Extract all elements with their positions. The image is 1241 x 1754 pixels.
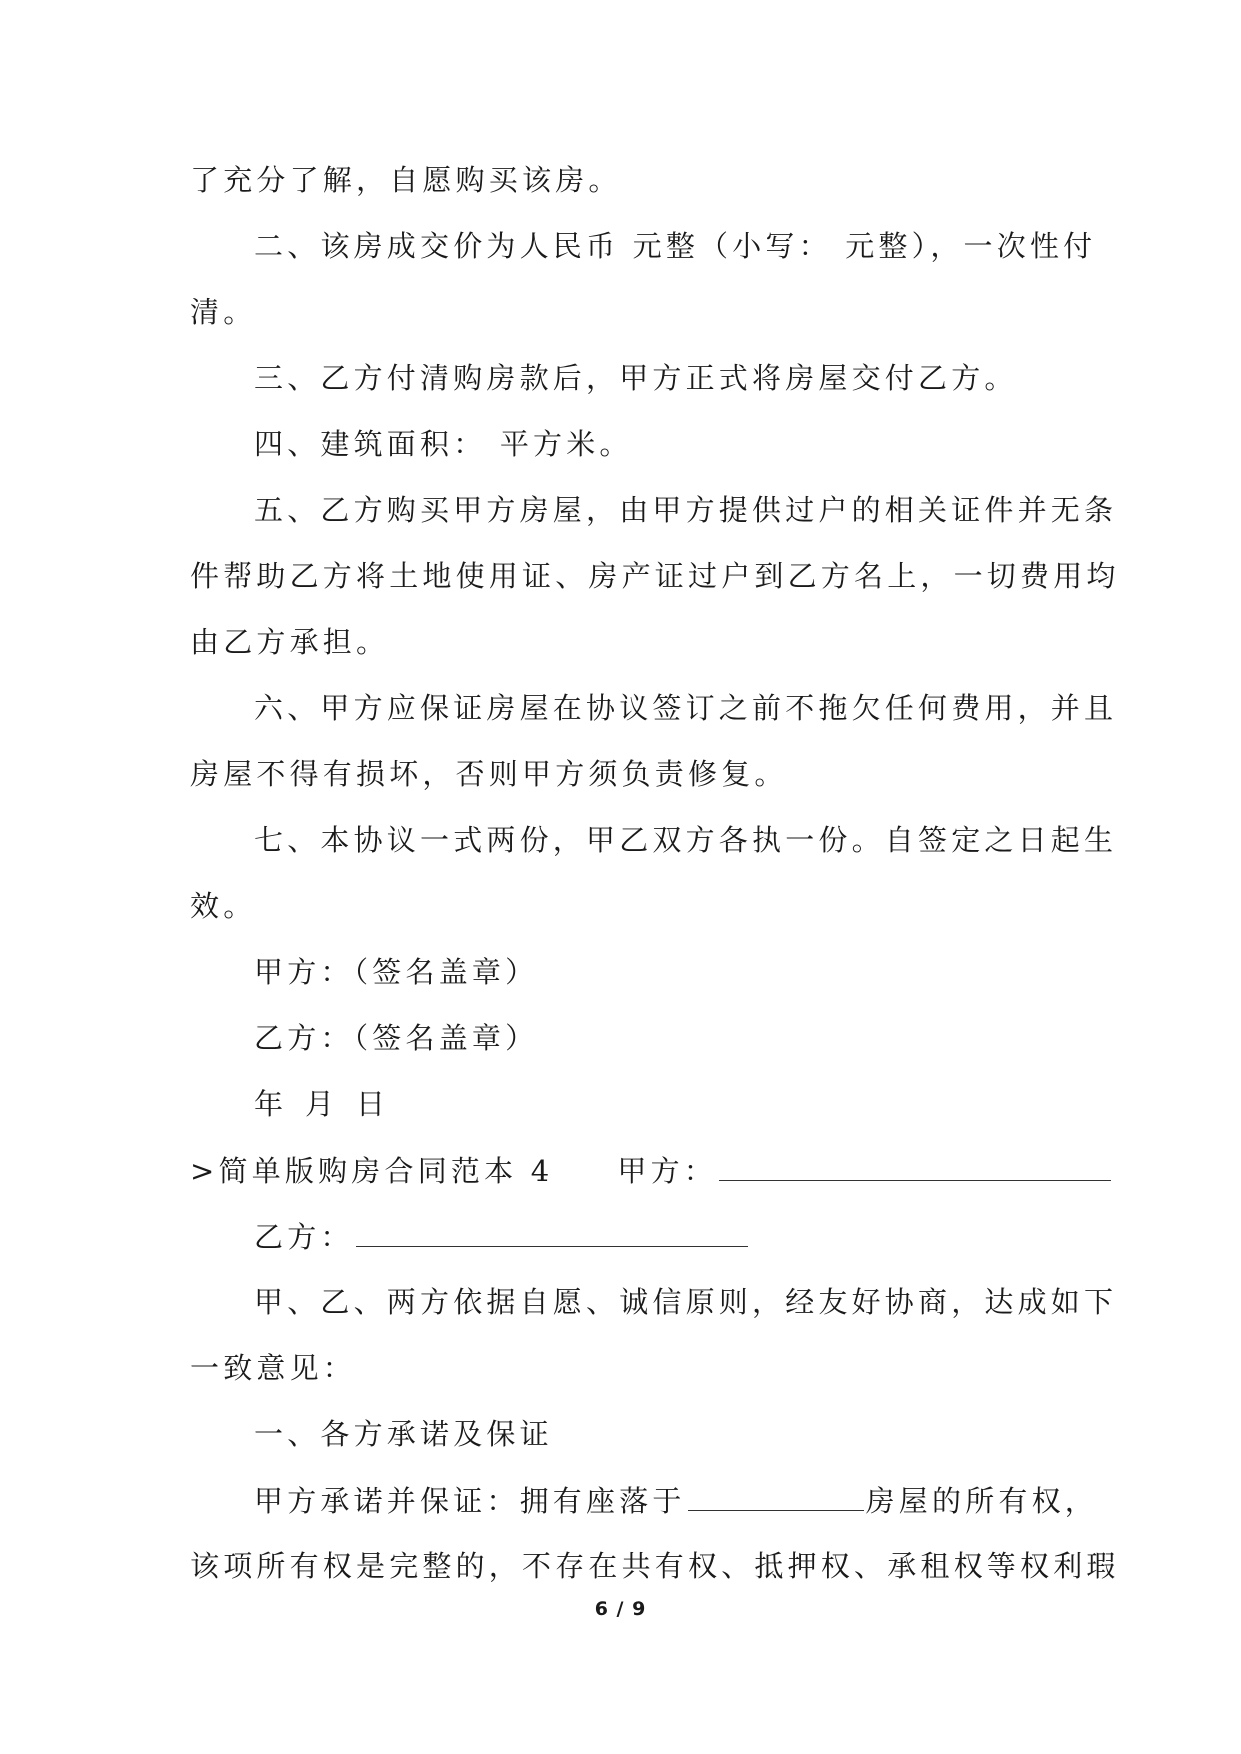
party-a-label: 甲方： bbox=[617, 1154, 717, 1188]
paragraph-line: 一致意见： bbox=[190, 1351, 357, 1385]
location-blank bbox=[688, 1480, 864, 1511]
paragraph-line: 六、甲方应保证房屋在协议签订之前不拖欠任何费用，并且 bbox=[254, 691, 1118, 725]
party-b-blank bbox=[356, 1216, 748, 1247]
paragraph-line: 五、乙方购买甲方房屋，由甲方提供过户的相关证件并无条 bbox=[254, 493, 1118, 527]
clause-text-before: 甲方承诺并保证：拥有座落于 bbox=[254, 1484, 686, 1518]
paragraph-line: 七、本协议一式两份，甲乙双方各执一份。自签定之日起生 bbox=[254, 823, 1118, 857]
paragraph-line: 由乙方承担。 bbox=[190, 625, 390, 659]
paragraph-line: 甲、乙、两方依据自愿、诚信原则，经友好协商，达成如下 bbox=[254, 1285, 1118, 1319]
date-line: 年 月 日 bbox=[254, 1087, 392, 1121]
paragraph-line: 二、该房成交价为人民币 元整（小写： 元整），一次性付 bbox=[254, 229, 1097, 263]
party-a-blank bbox=[719, 1150, 1111, 1181]
paragraph-line: 四、建筑面积： 平方米。 bbox=[254, 427, 633, 461]
signature-line-party-a: 甲方：（签名盖章） bbox=[254, 955, 539, 989]
clause-line bbox=[254, 1480, 1098, 1521]
paragraph-line: 效。 bbox=[190, 889, 257, 923]
paragraph-line: 了充分了解，自愿购买该房。 bbox=[190, 163, 622, 197]
paragraph-line: 该项所有权是完整的，不存在共有权、抵押权、承租权等权利瑕 bbox=[190, 1549, 1120, 1583]
paragraph-line: 三、乙方付清购房款后，甲方正式将房屋交付乙方。 bbox=[254, 361, 1018, 395]
clause-text-after: 房屋的所有权， bbox=[865, 1484, 1099, 1518]
clause-heading: 一、各方承诺及保证 bbox=[254, 1417, 553, 1451]
party-b-label: 乙方： bbox=[254, 1220, 354, 1254]
paragraph-line: 房屋不得有损坏，否则甲方须负责修复。 bbox=[190, 757, 788, 791]
page-number: 6 / 9 bbox=[594, 1598, 647, 1620]
party-b-row bbox=[254, 1216, 750, 1257]
signature-line-party-b: 乙方：（签名盖章） bbox=[254, 1021, 539, 1055]
section-title: >简单版购房合同范本 4 bbox=[190, 1154, 554, 1188]
section-heading-row bbox=[190, 1150, 1113, 1191]
paragraph-line: 件帮助乙方将土地使用证、房产证过户到乙方名上，一切费用均 bbox=[190, 559, 1120, 593]
paragraph-line: 清。 bbox=[190, 295, 257, 329]
